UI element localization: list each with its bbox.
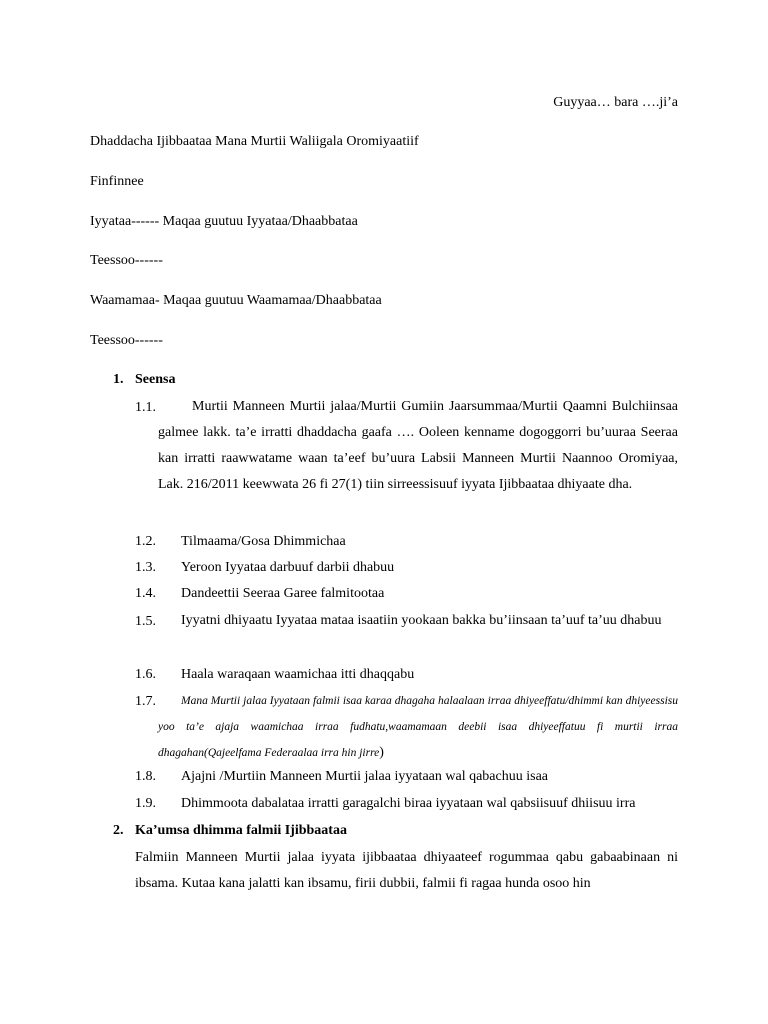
date-line: Guyyaa… bara ….ji’a [553,95,678,110]
section-2-body: Falmiin Manneen Murtii jalaa iyyata ijibbaataa dhiyaateef rogummaa qabu gabaabinaan ni ibsama. Kutaa kana jalatti kan ibsamu, firii dubbii, falmii fi ragaa hunda osoo hin [135,850,678,891]
item-number: 1.9. [135,796,156,811]
item-text-body: Mana Murtii jalaa Iyyataan falmii isaa karaa dhagaha halaalaan irraa dhiyeeffatu/dhimmi kan dhiyeessisu yoo ta’e ajaja waamichaa irraa fudhatu,waamamaan deebii isaa dhiyeeffatuu fi murtii irraa dhagahan(Qajeelfama Federaalaa irra hin jirre [158,695,678,759]
item-text: Tilmaama/Gosa Dhimmichaa [181,534,346,549]
item-text: Murtii Manneen Murtii jalaa/Murtii Gumiin Jaarsummaa/Murtii Qaamni Bulchiinsaa galmee lakk. ta’e irratti dhaddacha gaafa …. Ooleen kenname dogoggorri bu’uuraa Seeraa kan irratti raawwatame waan ta’eef bu’uura Labsii Manneen Murtii Naannoo Oromiyaa, Lak. 216/2011 keewwata 26 fi 27(1) tiin sirreessisuuf iyyata Ijibbaataa dhiyaate dha. [158,399,678,492]
item-text: Iyyatni dhiyaatu Iyyataa mataa isaatiin yookaan bakka bu’iinsaan ta’uuf ta’uu dhabuu [181,613,662,628]
item-number: 1.2. [135,534,156,549]
item-number: 1.6. [135,667,156,682]
respondent-line: Waamamaa- Maqaa guutuu Waamamaa/Dhaabbataa [90,293,382,308]
closing-paren: ) [379,745,384,760]
item-text: Dandeettii Seeraa Garee falmitootaa [181,586,385,601]
item-number: 1.8. [135,769,156,784]
item-number: 1.7. [135,694,156,709]
city-line: Finfinnee [90,174,144,189]
respondent-address: Teessoo------ [90,333,163,348]
item-text: Yeroon Iyyataa darbuuf darbii dhabuu [181,560,395,575]
section-2-title: Ka’umsa dhimma falmii Ijibbaataa [135,823,347,838]
applicant-line: Iyyataa------ Maqaa guutuu Iyyataa/Dhaabbataa [90,214,358,229]
item-number: 1.1. [135,400,156,415]
applicant-address: Teessoo------ [90,253,163,268]
item-text [158,688,678,766]
section-1-title: Seensa [135,372,176,387]
item-text: Ajajni /Murtiin Manneen Murtii jalaa iyyataan wal qabachuu isaa [181,769,548,784]
item-number: 1.4. [135,586,156,601]
section-1-number: 1. [113,372,124,387]
court-addressee: Dhaddacha Ijibbaataa Mana Murtii Waliigala Oromiyaatiif [90,134,419,149]
item-number: 1.5. [135,614,156,629]
section-2-number: 2. [113,823,124,838]
item-text: Dhimmoota dabalataa irratti garagalchi biraa iyyataan wal qabsiisuuf dhiisuu irra [181,796,636,811]
item-text: Haala waraqaan waamichaa itti dhaqqabu [181,667,415,682]
item-number: 1.3. [135,560,156,575]
